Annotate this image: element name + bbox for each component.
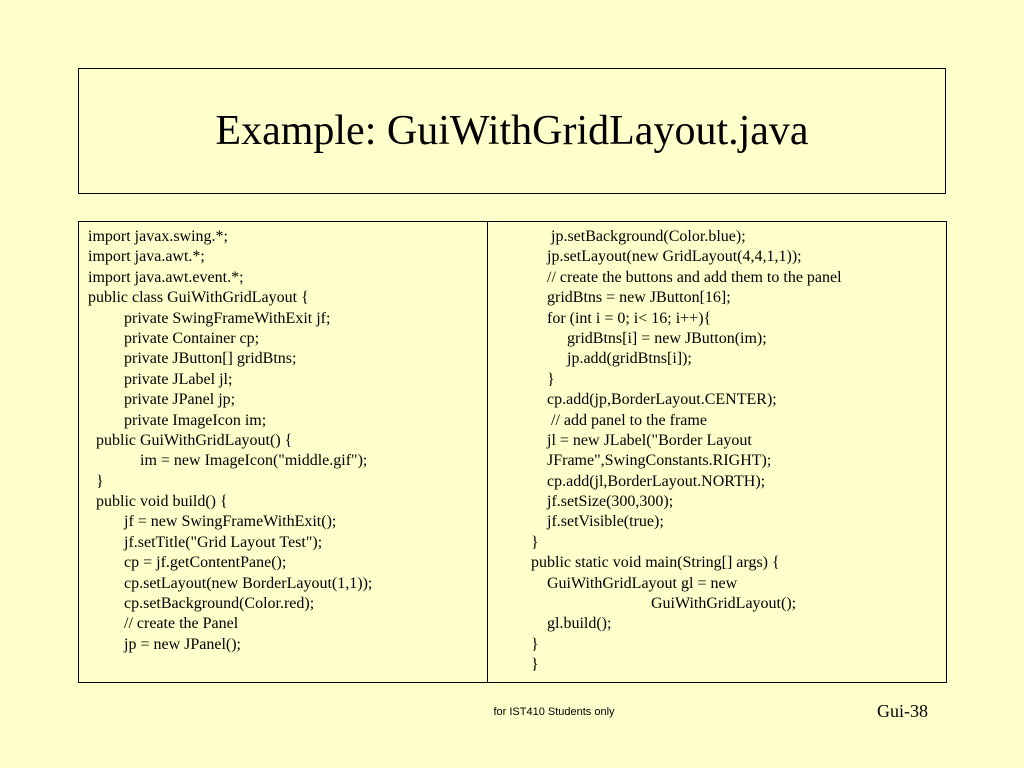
code-line: gridBtns = new JButton[16]; — [531, 289, 731, 307]
code-line: cp = jf.getContentPane(); — [88, 554, 287, 572]
code-line: private JButton[] gridBtns; — [88, 350, 297, 368]
code-line: import javax.swing.*; — [88, 228, 228, 245]
code-line: // create the buttons and add them to the panel — [531, 268, 842, 286]
code-line: private JLabel jl; — [88, 370, 233, 388]
code-line: // create the Panel — [88, 615, 239, 633]
code-line: } — [531, 635, 539, 653]
code-line: } — [88, 472, 104, 490]
code-line: cp.add(jp,BorderLayout.CENTER); — [531, 391, 777, 409]
slide-title: Example: GuiWithGridLayout.java — [215, 108, 809, 154]
page-number: Gui-38 — [877, 701, 928, 721]
code-line: jf.setVisible(true); — [531, 513, 664, 531]
footer-note: for IST410 Students only — [493, 706, 615, 718]
code-line: jl = new JLabel("Border Layout — [531, 431, 752, 449]
code-line: jf = new SwingFrameWithExit(); — [88, 513, 337, 531]
code-line: jp.setBackground(Color.blue); — [531, 228, 746, 245]
code-line: GuiWithGridLayout(); — [531, 595, 797, 613]
code-column-left — [88, 227, 372, 655]
code-line: JFrame",SwingConstants.RIGHT); — [531, 452, 772, 470]
title-box — [78, 68, 946, 194]
code-line: private Container cp; — [88, 329, 260, 347]
code-line: GuiWithGridLayout gl = new — [531, 574, 738, 592]
code-line: cp.setLayout(new BorderLayout(1,1)); — [88, 574, 373, 592]
code-line: import java.awt.event.*; — [88, 268, 244, 286]
code-line: public class GuiWithGridLayout { — [88, 289, 309, 307]
code-line: jf.setTitle("Grid Layout Test"); — [88, 533, 323, 551]
code-line: } — [531, 656, 539, 674]
code-line: jp.setLayout(new GridLayout(4,4,1,1)); — [531, 248, 802, 266]
column-divider — [487, 222, 488, 682]
code-line: gridBtns[i] = new JButton(im); — [531, 329, 767, 347]
code-line: public void build() { — [88, 493, 228, 511]
code-line: jp = new JPanel(); — [88, 635, 241, 653]
code-table — [78, 221, 947, 683]
code-line: } — [531, 370, 555, 388]
code-line: } — [531, 533, 539, 551]
code-line: private ImageIcon im; — [88, 411, 267, 429]
code-line: public GuiWithGridLayout() { — [88, 431, 293, 449]
code-line: private SwingFrameWithExit jf; — [88, 309, 331, 327]
code-line: gl.build(); — [531, 615, 612, 633]
code-column-right — [531, 227, 842, 676]
code-line: cp.add(jl,BorderLayout.NORTH); — [531, 472, 766, 490]
code-line: jp.add(gridBtns[i]); — [531, 350, 692, 368]
code-line: private JPanel jp; — [88, 391, 236, 409]
code-line: im = new ImageIcon("middle.gif"); — [88, 452, 368, 470]
code-line: public static void main(String[] args) { — [531, 554, 780, 572]
code-line: // add panel to the frame — [531, 411, 707, 429]
code-line: import java.awt.*; — [88, 248, 205, 266]
code-line: for (int i = 0; i< 16; i++){ — [531, 309, 712, 327]
code-line: jf.setSize(300,300); — [531, 493, 674, 511]
code-line: cp.setBackground(Color.red); — [88, 595, 315, 613]
